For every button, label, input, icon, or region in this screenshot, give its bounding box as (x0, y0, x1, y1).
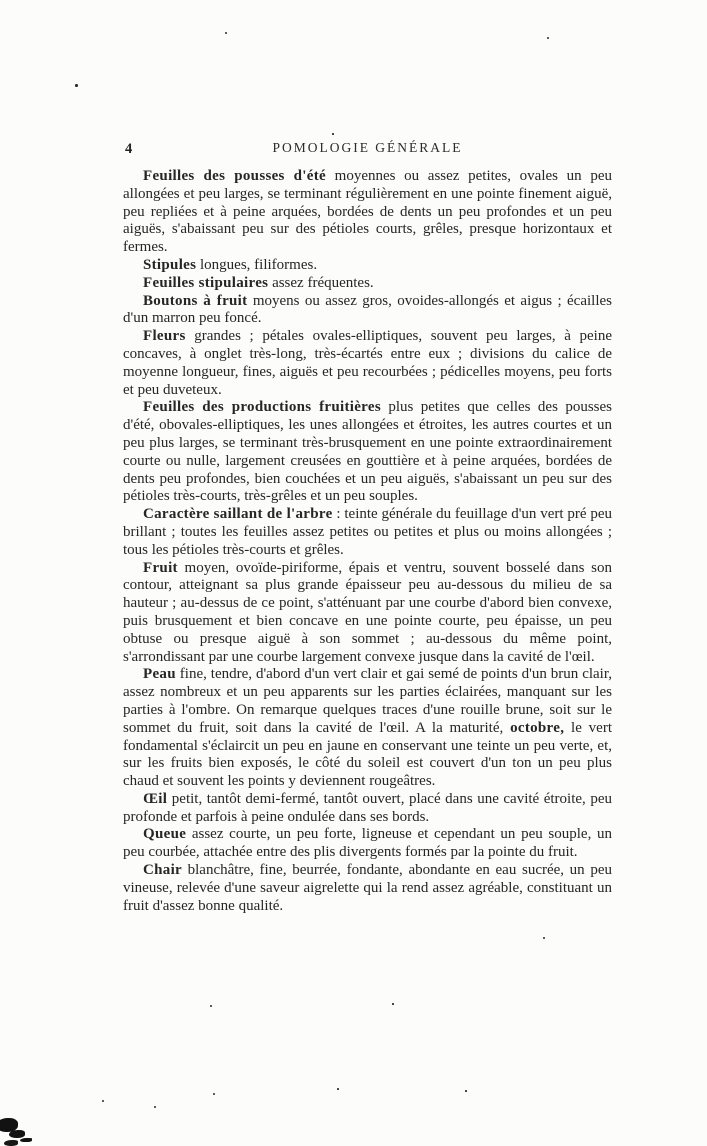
paragraph-lead: octobre, (510, 719, 565, 736)
paragraph-lead: Boutons à fruit (143, 292, 248, 309)
body-text (123, 168, 612, 915)
paragraph-lead: Queue (143, 826, 187, 843)
paragraph-text: blanchâtre, fine, beurrée, fondante, abondante en eau sucrée, un peu vineuse, relevée d'une saveur aigrelette qui la rend assez agréable, constituant un fruit d'assez bonne qualité. (123, 862, 612, 914)
paragraph-lead: Fruit (143, 559, 178, 576)
paragraph-text: petit, tantôt demi-fermé, tantôt ouvert, placé dans une cavité étroite, peu profonde et parfois à peine ondulée dans ses bords. (123, 790, 612, 825)
paragraph (123, 168, 612, 257)
paragraph (123, 666, 612, 791)
paragraph-lead: Stipules (143, 256, 197, 273)
ink-speck (102, 1100, 104, 1102)
paragraph (123, 506, 612, 559)
paragraph (123, 399, 612, 506)
paragraph (123, 560, 612, 667)
ink-blot (0, 1118, 18, 1132)
ink-speck (543, 937, 545, 939)
ink-speck (337, 1088, 339, 1090)
page-header (123, 140, 612, 160)
ink-speck (392, 1003, 394, 1005)
paragraph-lead: Peau (143, 666, 176, 683)
ink-speck (547, 37, 549, 39)
ink-speck (154, 1106, 156, 1108)
paragraph-text: moyennes ou assez petites, ovales un peu allongées et peu larges, se terminant régulièrement en une pointe finement aiguë, peu repliées et à peine arquées, bordées de dents un peu profondes et un peu aiguës, s'abaissant peu sur des pétioles courts, grêles, presque horizontaux et fermes. (123, 168, 612, 256)
paragraph-text: le vert fondamental s'éclaircit un peu en jaune en conservant une teinte un peu verte, et, sur les fruits bien exposés, le côté du soleil est couvert d'un ton un peu plus chaud et souvent les points y deviennent rougeâtres. (123, 719, 612, 790)
paragraph (123, 862, 612, 915)
paragraph-lead: Feuilles des pousses d'été (143, 168, 326, 184)
paragraph (123, 791, 612, 827)
ink-speck (332, 133, 334, 135)
paragraph-text: assez courte, un peu forte, ligneuse et cependant un peu souple, un peu courbée, attachée entre des plis divergents formés par la pointe du fruit. (123, 826, 612, 861)
paragraph-lead: Chair (143, 862, 182, 879)
running-title: POMOLOGIE GÉNÉRALE (272, 140, 463, 155)
page-number: 4 (125, 141, 133, 157)
paragraph (123, 293, 612, 329)
paragraph-lead: Caractère saillant de l'arbre (143, 506, 333, 523)
paragraph-lead: Feuilles stipulaires (143, 274, 269, 291)
paragraph-text: : teinte générale du feuillage d'un vert pré peu brillant ; toutes les feuilles assez petites ou petites et plus ou moins allongées ; tous les pétioles très-courts et grêles. (123, 506, 612, 558)
paragraph-text: longues, filiformes. (196, 256, 318, 273)
ink-speck (225, 32, 227, 34)
paragraph-lead: Œil (143, 790, 168, 807)
paragraph-text: plus petites que celles des pousses d'été, obovales-elliptiques, les unes allongées et étroites, les autres courtes et un peu plus larges, se terminant très-brusquement en une pointe extraordinairement courte ou nulle, largement creusées en gouttière et à peine arquées, bordées de dents peu profondes, bien couchées et un peu aiguës, s'abaissant un peu sur des pétioles très-courts, très-grêles et un peu souples. (123, 399, 612, 505)
paragraph-text: moyens ou assez gros, ovoides-allongés et aigus ; écailles d'un marron peu foncé. (123, 292, 612, 327)
ink-speck (75, 84, 78, 87)
paragraph-lead: Fleurs (143, 328, 186, 345)
paragraph-text: grandes ; pétales ovales-elliptiques, souvent peu larges, à peine concaves, à onglet très-long, très-écartés entre eux ; divisions du calice de moyenne longueur, fines, aiguës et peu recourbées ; pédicelles moyens, peu forts et peu duveteux. (123, 328, 612, 398)
paragraph (123, 826, 612, 862)
ink-speck (210, 1005, 212, 1007)
ink-speck (465, 1090, 467, 1092)
paragraph-text: assez fréquentes. (268, 274, 374, 291)
ink-speck (213, 1093, 215, 1095)
paragraph-text: moyen, ovoïde-piriforme, épais et ventru, souvent bosselé dans son contour, atteignant sa plus grande épaisseur peu au-dessous du milieu de sa hauteur ; au-dessus de ce point, s'atténuant par une courbe d'abord bien convexe, puis brusquement et bien concave en une pointe courte, peu épaisse, un peu obtuse ou presque aiguë à son sommet ; au-dessous du même point, s'arrondissant par une courbe largement convexe jusque dans la cavité de l'œil. (123, 559, 612, 665)
paragraph (123, 275, 612, 293)
paragraph-text: fine, tendre, d'abord d'un vert clair et gai semé de points d'un brun clair, assez nombreux et un peu apparents sur les parties éclairées, manquant sur les parties à l'ombre. On remarque quelques traces d'une rouille brune, soit sur le sommet du fruit, soit dans la cavité de l'œil. A la maturité, (123, 666, 612, 736)
paragraph-lead: Feuilles des productions fruitières (143, 399, 381, 416)
paragraph (123, 257, 612, 275)
paragraph (123, 328, 612, 399)
